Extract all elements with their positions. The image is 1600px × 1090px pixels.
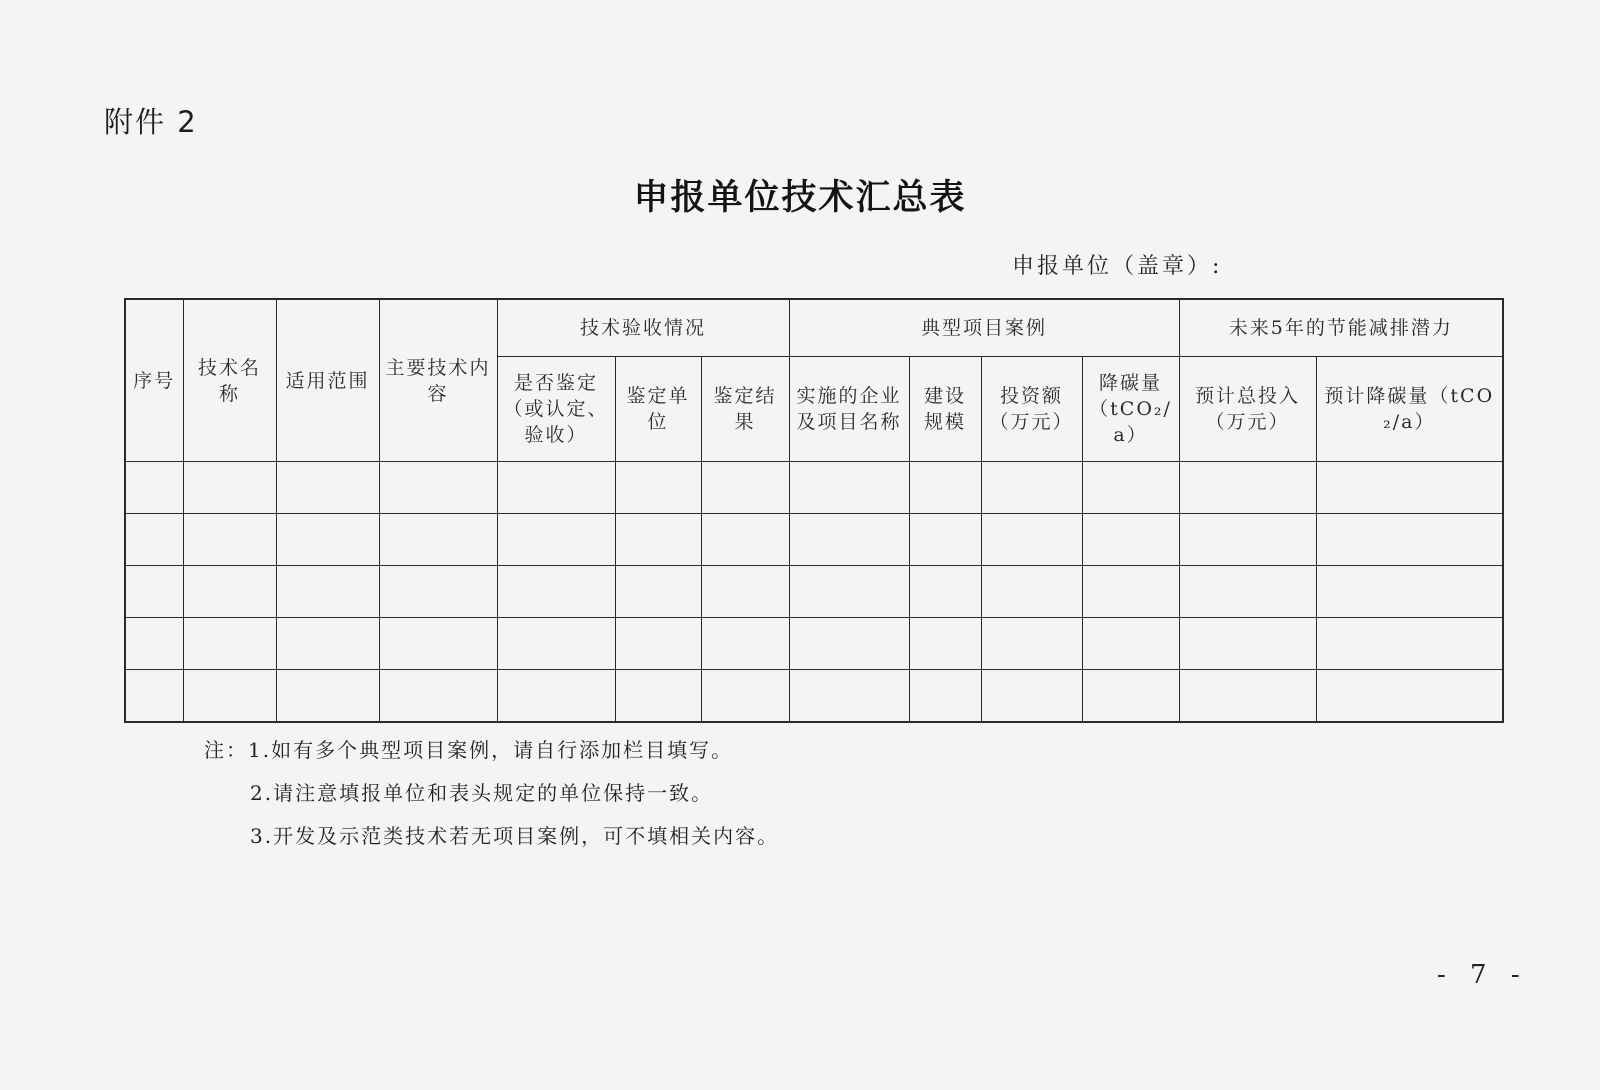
table-cell[interactable]: [909, 462, 981, 514]
header-main-content: 主要技术内容: [379, 299, 497, 462]
note-1: 注：1.如有多个典型项目案例，请自行添加栏目填写。: [204, 738, 734, 762]
table-cell[interactable]: [379, 618, 497, 670]
table-cell[interactable]: [981, 462, 1082, 514]
table-cell[interactable]: [1179, 670, 1316, 723]
table-cell[interactable]: [1082, 462, 1179, 514]
table-cell[interactable]: [981, 670, 1082, 723]
table-cell[interactable]: [276, 462, 379, 514]
table-cell[interactable]: [1316, 670, 1503, 723]
table-row: [125, 462, 1503, 514]
table-cell[interactable]: [1082, 566, 1179, 618]
table-cell[interactable]: [701, 618, 789, 670]
table-cell[interactable]: [615, 670, 701, 723]
note-2: 2.请注意填报单位和表头规定的单位保持一致。: [250, 781, 714, 805]
table-cell[interactable]: [701, 462, 789, 514]
table-cell[interactable]: [276, 670, 379, 723]
table-cell[interactable]: [615, 618, 701, 670]
table-cell[interactable]: [497, 618, 615, 670]
table-cell[interactable]: [497, 670, 615, 723]
table-cell[interactable]: [276, 514, 379, 566]
table-cell[interactable]: [789, 514, 909, 566]
table-cell[interactable]: [276, 566, 379, 618]
page-title: 申报单位技术汇总表: [633, 178, 967, 218]
table-cell[interactable]: [615, 514, 701, 566]
table-cell[interactable]: [1082, 670, 1179, 723]
table-cell[interactable]: [183, 670, 276, 723]
header-enterprise-project: 实施的企业及项目名称: [789, 357, 909, 462]
table-cell[interactable]: [497, 566, 615, 618]
header-scope: 适用范围: [276, 299, 379, 462]
applicant-unit-label: 申报单位（盖章）:: [1012, 254, 1223, 279]
table-cell[interactable]: [1316, 618, 1503, 670]
table-cell[interactable]: [615, 566, 701, 618]
table-cell[interactable]: [497, 514, 615, 566]
table-cell[interactable]: [183, 514, 276, 566]
table-cell[interactable]: [276, 618, 379, 670]
table-cell[interactable]: [909, 514, 981, 566]
header-acceptance-group: 技术验收情况: [497, 299, 789, 357]
table-cell[interactable]: [909, 618, 981, 670]
attachment-label: 附件 2: [104, 105, 198, 139]
table-cell[interactable]: [125, 514, 183, 566]
table-row: [125, 566, 1503, 618]
table-cell[interactable]: [183, 462, 276, 514]
table-cell[interactable]: [125, 618, 183, 670]
table-cell[interactable]: [1179, 462, 1316, 514]
header-appraisal-result: 鉴定结果: [701, 357, 789, 462]
summary-table: [124, 298, 1504, 723]
table-cell[interactable]: [701, 670, 789, 723]
table-cell[interactable]: [1082, 618, 1179, 670]
table-cell[interactable]: [981, 514, 1082, 566]
table-cell[interactable]: [1082, 514, 1179, 566]
table-cell[interactable]: [125, 462, 183, 514]
header-expected-investment: 预计总投入（万元）: [1179, 357, 1316, 462]
header-investment: 投资额（万元）: [981, 357, 1082, 462]
header-construction-scale: 建设规模: [909, 357, 981, 462]
table-cell[interactable]: [789, 566, 909, 618]
page-number: - 7 -: [1437, 960, 1528, 990]
note-3: 3.开发及示范类技术若无项目案例，可不填相关内容。: [250, 824, 780, 848]
table-cell[interactable]: [1316, 514, 1503, 566]
header-appraisal-unit: 鉴定单位: [615, 357, 701, 462]
table-cell[interactable]: [981, 618, 1082, 670]
table-cell[interactable]: [379, 566, 497, 618]
table-cell[interactable]: [701, 566, 789, 618]
table-cell[interactable]: [125, 566, 183, 618]
table-cell[interactable]: [981, 566, 1082, 618]
notes: [204, 736, 779, 865]
table-cell[interactable]: [909, 670, 981, 723]
table-cell[interactable]: [701, 514, 789, 566]
table-body: [125, 462, 1503, 723]
table-cell[interactable]: [379, 462, 497, 514]
header-tech-name: 技术名称: [183, 299, 276, 462]
table-cell[interactable]: [497, 462, 615, 514]
table-cell[interactable]: [1179, 618, 1316, 670]
table-cell[interactable]: [1316, 566, 1503, 618]
table-cell[interactable]: [379, 514, 497, 566]
table-cell[interactable]: [615, 462, 701, 514]
header-case-group: 典型项目案例: [789, 299, 1179, 357]
table-header-row: [125, 299, 1503, 357]
header-expected-carbon-reduction: 预计降碳量（tCO₂/a）: [1316, 357, 1503, 462]
table-cell[interactable]: [789, 462, 909, 514]
table-cell[interactable]: [1179, 514, 1316, 566]
table-cell[interactable]: [1316, 462, 1503, 514]
header-potential-group: 未来5年的节能减排潜力: [1179, 299, 1503, 357]
table-cell[interactable]: [789, 670, 909, 723]
table-cell[interactable]: [789, 618, 909, 670]
header-appraised: 是否鉴定（或认定、验收）: [497, 357, 615, 462]
table-cell[interactable]: [125, 670, 183, 723]
table-cell[interactable]: [909, 566, 981, 618]
header-seq: 序号: [125, 299, 183, 462]
table-row: [125, 514, 1503, 566]
table-cell[interactable]: [183, 566, 276, 618]
table-cell[interactable]: [1179, 566, 1316, 618]
table-cell[interactable]: [183, 618, 276, 670]
header-carbon-reduction: 降碳量（tCO₂/a）: [1082, 357, 1179, 462]
table-row: [125, 618, 1503, 670]
table-row: [125, 670, 1503, 723]
table-cell[interactable]: [379, 670, 497, 723]
